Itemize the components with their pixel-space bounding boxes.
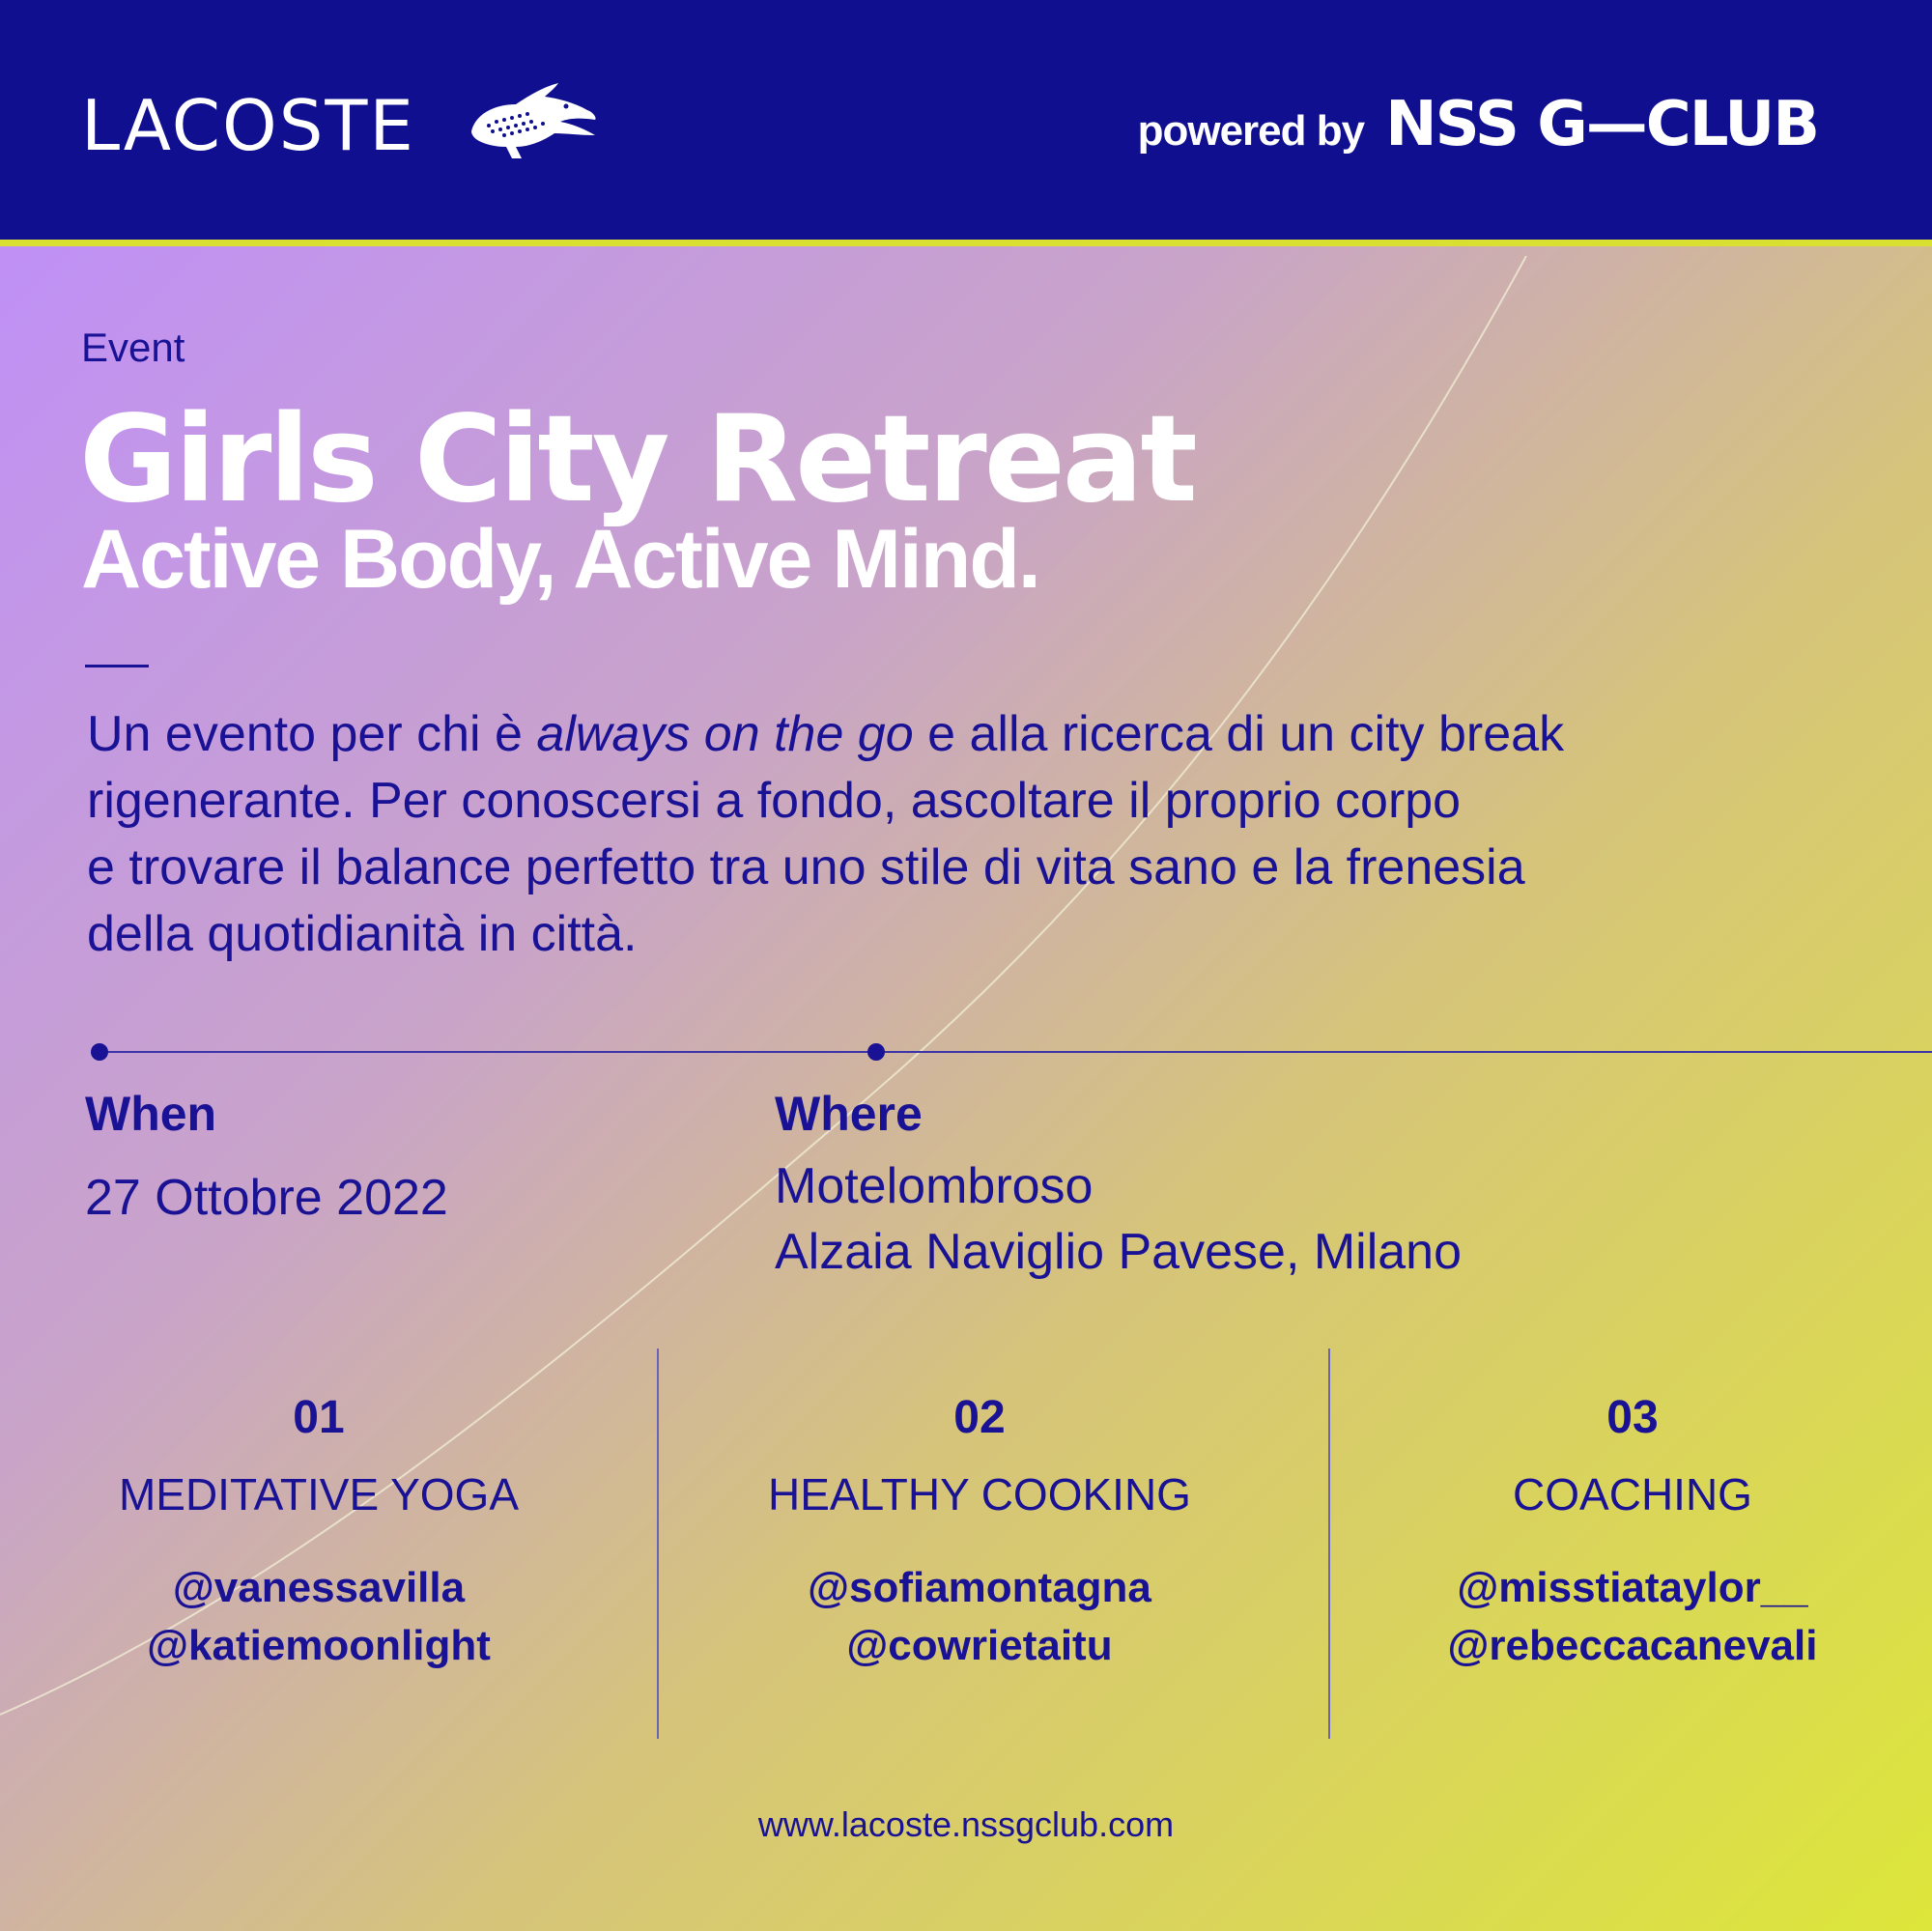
brand-wordmark: LACOSTE xyxy=(81,85,415,166)
header-bar xyxy=(0,0,1932,246)
activity-number: 01 xyxy=(293,1392,345,1443)
event-label: Event xyxy=(81,325,185,370)
description-text: e alla ricerca di un city break xyxy=(913,706,1565,762)
column-divider xyxy=(657,1349,659,1739)
event-date: 27 Ottobre 2022 xyxy=(85,1170,448,1226)
activity-hosts xyxy=(690,1559,1269,1675)
activity-column xyxy=(1343,1391,1922,1675)
venue-address: Alzaia Naviglio Pavese, Milano xyxy=(775,1224,1463,1280)
activity-column xyxy=(29,1391,609,1675)
activity-name: MEDITATIVE YOGA xyxy=(118,1469,520,1519)
info-divider xyxy=(99,1051,1932,1053)
venue-name: Motelombroso xyxy=(775,1158,1094,1214)
host-handle: @rebeccacanevali xyxy=(1447,1622,1818,1669)
where-label: Where xyxy=(775,1087,923,1141)
crocodile-icon xyxy=(466,75,601,162)
event-description xyxy=(87,701,1806,968)
title-divider xyxy=(85,665,149,667)
page-subtitle: Active Body, Active Mind. xyxy=(81,513,1039,606)
activity-name: HEALTHY COOKING xyxy=(768,1469,1191,1519)
divider-dot xyxy=(867,1043,885,1061)
description-emphasis: always on the go xyxy=(536,706,914,762)
powered-by-label: powered by xyxy=(1137,107,1365,155)
activity-name: COACHING xyxy=(1513,1469,1752,1519)
activity-number: 03 xyxy=(1606,1392,1659,1443)
description-line: e trovare il balance perfetto tra uno stile di vita sano e la frenesia xyxy=(87,839,1525,895)
host-handle: @vanessavilla xyxy=(172,1564,466,1611)
description-line: della quotidianità in città. xyxy=(87,906,638,962)
host-handle: @katiemoonlight xyxy=(147,1622,491,1669)
activity-hosts xyxy=(1343,1559,1922,1675)
host-handle: @misstiataylor__ xyxy=(1457,1564,1808,1611)
powered-by xyxy=(1138,89,1818,160)
host-handle: @cowrietaitu xyxy=(846,1622,1113,1669)
activity-column xyxy=(690,1391,1269,1675)
when-label: When xyxy=(85,1087,217,1141)
page-title: Girls City Retreat xyxy=(79,390,1195,529)
description-line xyxy=(87,701,1806,768)
divider-dot xyxy=(91,1043,108,1061)
description-line: rigenerante. Per conoscersi a fondo, ascoltare il proprio corpo xyxy=(87,773,1462,829)
column-divider xyxy=(1328,1349,1330,1739)
host-handle: @sofiamontagna xyxy=(808,1564,1151,1611)
activity-hosts xyxy=(29,1559,609,1675)
website-link[interactable]: www.lacoste.nssgclub.com xyxy=(757,1804,1175,1844)
partner-logo: NSS G—CLUB xyxy=(1385,89,1818,160)
description-text: Un evento per chi è xyxy=(87,706,537,762)
activity-number: 02 xyxy=(953,1392,1006,1443)
